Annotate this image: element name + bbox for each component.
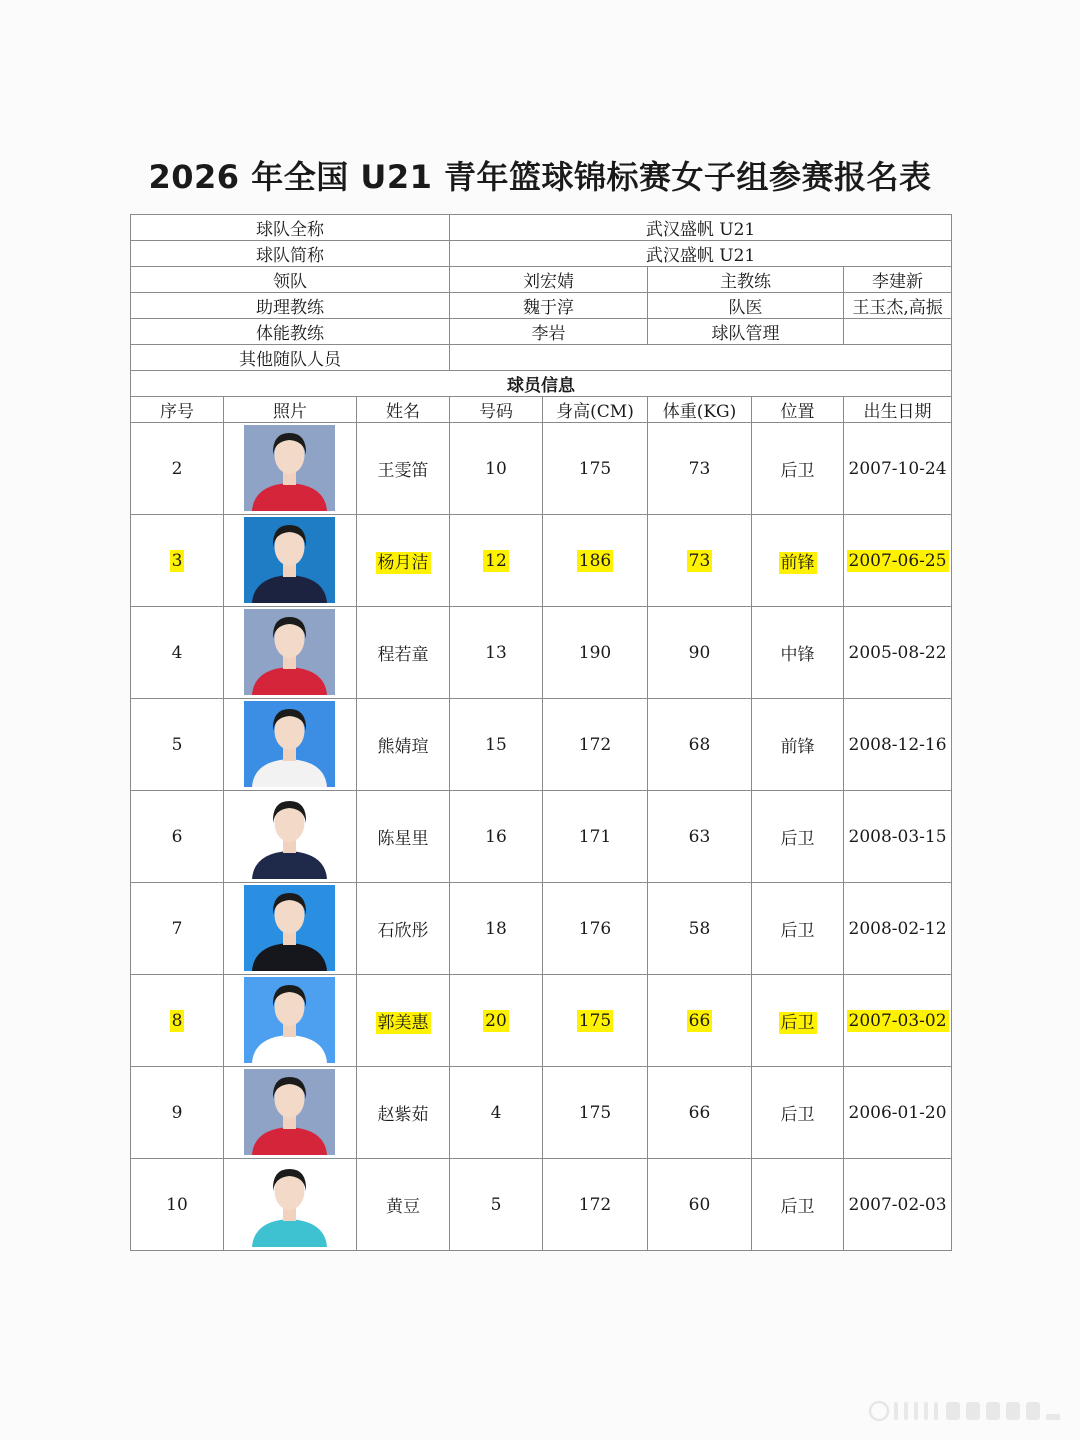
value-leader: 刘宏婧	[450, 267, 648, 293]
row-column-headers	[131, 397, 952, 423]
player-portrait-icon	[244, 517, 335, 603]
value-head-coach: 李建新	[844, 267, 952, 293]
player-photo	[244, 1069, 335, 1155]
player-row	[131, 607, 952, 699]
cell-position	[752, 791, 844, 883]
row-short-name	[131, 241, 952, 267]
header-height: 身高(CM)	[543, 397, 648, 423]
cell-weight-text: 90	[688, 642, 711, 663]
value-doctor: 王玉杰,高振	[844, 293, 952, 319]
value-team-manager	[844, 319, 952, 345]
player-photo	[244, 701, 335, 787]
cell-no	[131, 1159, 224, 1251]
cell-weight-text: 58	[688, 918, 711, 939]
cell-number	[450, 975, 543, 1067]
label-team-manager: 球队管理	[648, 319, 844, 345]
cell-number	[450, 607, 543, 699]
cell-position-text: 后卫	[780, 1197, 815, 1217]
cell-no	[131, 515, 224, 607]
cell-photo	[224, 1159, 357, 1251]
player-portrait-icon	[244, 977, 335, 1063]
cell-name-text: 赵紫茹	[377, 1105, 429, 1125]
cell-no	[131, 975, 224, 1067]
cell-position-text: 中锋	[780, 645, 815, 665]
value-fitness-coach: 李岩	[450, 319, 648, 345]
page-title: 2026 年全国 U21 青年篮球锦标赛女子组参赛报名表	[148, 158, 932, 196]
cell-position	[752, 1159, 844, 1251]
cell-weight	[648, 423, 752, 515]
player-row	[131, 699, 952, 791]
header-position: 位置	[752, 397, 844, 423]
cell-birth-text: 2007-06-25	[848, 550, 947, 571]
cell-name	[357, 607, 450, 699]
header-birth: 出生日期	[844, 397, 952, 423]
cell-name-text: 石欣彤	[377, 921, 429, 941]
cell-name-text: 熊婧瑄	[377, 737, 429, 757]
cell-no	[131, 1067, 224, 1159]
cell-birth-text: 2006-01-20	[848, 1102, 947, 1123]
player-portrait-icon	[244, 793, 335, 879]
cell-name	[357, 1159, 450, 1251]
cell-birth	[844, 607, 952, 699]
cell-no-text: 7	[171, 918, 183, 939]
player-portrait-icon	[244, 1161, 335, 1247]
cell-position-text: 后卫	[780, 1013, 815, 1033]
cell-height-text: 175	[578, 458, 612, 479]
player-row	[131, 1159, 952, 1251]
cell-weight-text: 66	[688, 1102, 711, 1123]
label-leader: 领队	[131, 267, 450, 293]
cell-height-text: 190	[578, 642, 612, 663]
cell-birth	[844, 423, 952, 515]
cell-height	[543, 975, 648, 1067]
cell-name	[357, 791, 450, 883]
cell-birth-text: 2008-03-15	[848, 826, 947, 847]
cell-name	[357, 515, 450, 607]
cell-weight-text: 68	[688, 734, 711, 755]
cell-name	[357, 975, 450, 1067]
cell-height-text: 186	[578, 550, 612, 571]
cell-name-text: 程若童	[377, 645, 429, 665]
cell-birth-text: 2007-10-24	[848, 458, 947, 479]
row-section-title	[131, 371, 952, 397]
cell-birth	[844, 883, 952, 975]
section-title: 球员信息	[131, 371, 952, 397]
cell-photo	[224, 1067, 357, 1159]
player-photo	[244, 977, 335, 1063]
cell-name	[357, 423, 450, 515]
cell-name-text: 王雯笛	[377, 461, 429, 481]
cell-no-text: 2	[171, 458, 183, 479]
cell-no-text: 4	[171, 642, 183, 663]
cell-height	[543, 515, 648, 607]
cell-birth	[844, 1067, 952, 1159]
cell-no	[131, 423, 224, 515]
player-row	[131, 791, 952, 883]
cell-photo	[224, 699, 357, 791]
cell-number-text: 4	[490, 1102, 502, 1123]
cell-height	[543, 1067, 648, 1159]
player-portrait-icon	[244, 1069, 335, 1155]
cell-number	[450, 515, 543, 607]
cell-weight-text: 63	[688, 826, 711, 847]
cell-position-text: 后卫	[780, 921, 815, 941]
cell-weight-text: 73	[688, 550, 711, 571]
row-full-name	[131, 215, 952, 241]
cell-name	[357, 699, 450, 791]
cell-height-text: 172	[578, 734, 612, 755]
cell-birth	[844, 975, 952, 1067]
cell-no-text: 10	[166, 1194, 188, 1215]
header-no: 序号	[131, 397, 224, 423]
cell-no-text: 8	[171, 1010, 183, 1031]
player-portrait-icon	[244, 609, 335, 695]
cell-position	[752, 607, 844, 699]
cell-height	[543, 791, 648, 883]
registration-table	[130, 214, 952, 1251]
label-fitness-coach: 体能教练	[131, 319, 450, 345]
cell-photo	[224, 515, 357, 607]
cell-name-text: 黄豆	[386, 1197, 420, 1217]
cell-birth	[844, 1159, 952, 1251]
header-number: 号码	[450, 397, 543, 423]
header-weight: 体重(KG)	[648, 397, 752, 423]
header-name: 姓名	[357, 397, 450, 423]
cell-name	[357, 883, 450, 975]
cell-height	[543, 1159, 648, 1251]
cell-position	[752, 1067, 844, 1159]
cell-number-text: 18	[485, 918, 507, 939]
cell-no-text: 3	[171, 550, 183, 571]
player-photo	[244, 609, 335, 695]
weibo-watermark-icon	[868, 1400, 1062, 1422]
player-row	[131, 883, 952, 975]
cell-photo	[224, 883, 357, 975]
cell-name-text: 杨月洁	[377, 553, 429, 573]
cell-position-text: 前锋	[780, 553, 815, 573]
cell-position	[752, 423, 844, 515]
player-portrait-icon	[244, 425, 335, 511]
value-assistant-coach: 魏于淳	[450, 293, 648, 319]
player-portrait-icon	[244, 885, 335, 971]
cell-name	[357, 1067, 450, 1159]
cell-height	[543, 607, 648, 699]
label-full-name: 球队全称	[131, 215, 450, 241]
cell-height	[543, 423, 648, 515]
player-portrait-icon	[244, 701, 335, 787]
cell-height-text: 172	[578, 1194, 612, 1215]
row-assistant	[131, 293, 952, 319]
cell-no	[131, 699, 224, 791]
cell-no-text: 9	[171, 1102, 183, 1123]
cell-birth-text: 2005-08-22	[848, 642, 947, 663]
cell-birth-text: 2008-12-16	[848, 734, 947, 755]
cell-weight	[648, 699, 752, 791]
player-photo	[244, 885, 335, 971]
cell-weight	[648, 791, 752, 883]
cell-position-text: 前锋	[780, 737, 815, 757]
value-others	[450, 345, 952, 371]
value-short-name: 武汉盛帆 U21	[450, 241, 952, 267]
cell-weight	[648, 607, 752, 699]
cell-photo	[224, 975, 357, 1067]
header-photo: 照片	[224, 397, 357, 423]
cell-birth-text: 2008-02-12	[848, 918, 947, 939]
cell-number	[450, 423, 543, 515]
cell-number-text: 5	[490, 1194, 502, 1215]
cell-height-text: 175	[578, 1102, 612, 1123]
cell-weight-text: 60	[688, 1194, 711, 1215]
cell-no-text: 5	[171, 734, 183, 755]
cell-no-text: 6	[171, 826, 183, 847]
cell-position	[752, 515, 844, 607]
label-others: 其他随队人员	[131, 345, 450, 371]
cell-photo	[224, 423, 357, 515]
cell-height-text: 175	[578, 1010, 612, 1031]
cell-birth	[844, 791, 952, 883]
player-row	[131, 515, 952, 607]
cell-position	[752, 975, 844, 1067]
row-others	[131, 345, 952, 371]
cell-number	[450, 1159, 543, 1251]
player-photo	[244, 425, 335, 511]
cell-weight	[648, 515, 752, 607]
player-row	[131, 423, 952, 515]
cell-name-text: 郭美惠	[377, 1013, 429, 1033]
value-full-name: 武汉盛帆 U21	[450, 215, 952, 241]
cell-position	[752, 699, 844, 791]
cell-number	[450, 699, 543, 791]
cell-number-text: 20	[485, 1010, 507, 1031]
cell-position-text: 后卫	[780, 461, 815, 481]
cell-no	[131, 607, 224, 699]
cell-name-text: 陈星里	[377, 829, 429, 849]
cell-number-text: 16	[485, 826, 507, 847]
cell-birth	[844, 699, 952, 791]
cell-birth-text: 2007-03-02	[848, 1010, 947, 1031]
cell-height-text: 176	[578, 918, 612, 939]
cell-number	[450, 1067, 543, 1159]
cell-number-text: 10	[485, 458, 507, 479]
row-leader	[131, 267, 952, 293]
player-photo	[244, 793, 335, 879]
cell-position-text: 后卫	[780, 829, 815, 849]
cell-weight	[648, 1159, 752, 1251]
cell-number-text: 15	[485, 734, 507, 755]
cell-birth	[844, 515, 952, 607]
cell-no	[131, 791, 224, 883]
label-doctor: 队医	[648, 293, 844, 319]
table-body	[131, 215, 952, 1251]
cell-no	[131, 883, 224, 975]
cell-weight	[648, 975, 752, 1067]
cell-height-text: 171	[578, 826, 612, 847]
cell-photo	[224, 607, 357, 699]
row-fitness	[131, 319, 952, 345]
cell-weight-text: 66	[688, 1010, 711, 1031]
cell-height	[543, 883, 648, 975]
player-photo	[244, 1161, 335, 1247]
label-head-coach: 主教练	[648, 267, 844, 293]
cell-photo	[224, 791, 357, 883]
label-short-name: 球队简称	[131, 241, 450, 267]
cell-position	[752, 883, 844, 975]
player-row	[131, 975, 952, 1067]
cell-number-text: 12	[485, 550, 507, 571]
label-assistant-coach: 助理教练	[131, 293, 450, 319]
player-row	[131, 1067, 952, 1159]
cell-number	[450, 883, 543, 975]
player-photo	[244, 517, 335, 603]
cell-weight	[648, 1067, 752, 1159]
cell-number-text: 13	[485, 642, 507, 663]
cell-birth-text: 2007-02-03	[848, 1194, 947, 1215]
cell-number	[450, 791, 543, 883]
cell-weight	[648, 883, 752, 975]
cell-weight-text: 73	[688, 458, 711, 479]
cell-height	[543, 699, 648, 791]
cell-position-text: 后卫	[780, 1105, 815, 1125]
